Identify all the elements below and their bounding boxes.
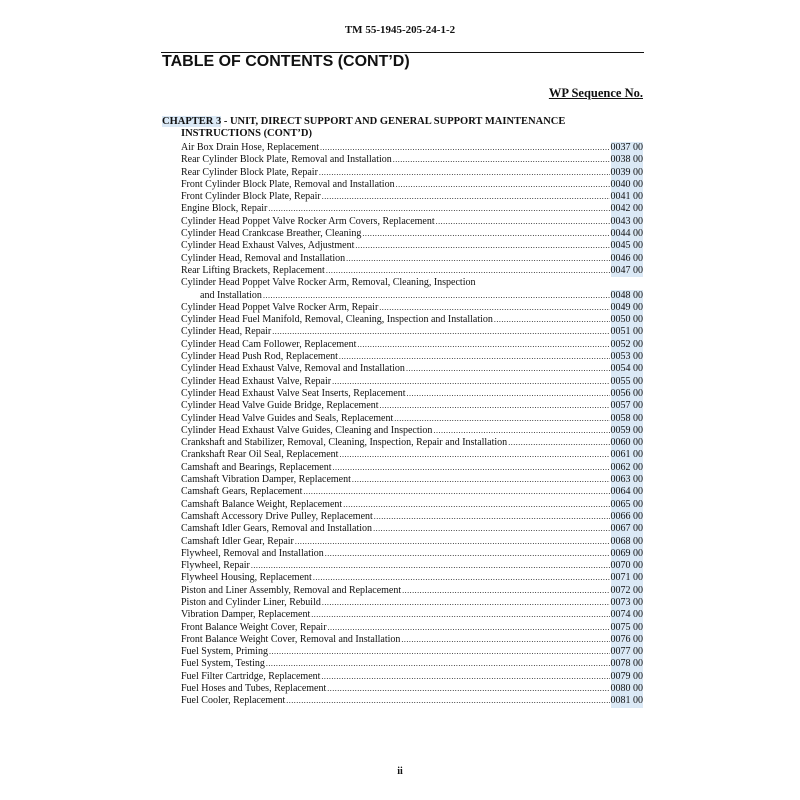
chapter-link[interactable]: CHAPTER 3 <box>162 116 222 127</box>
dot-leader <box>436 216 610 228</box>
wp-sequence-link[interactable]: 0053 00 <box>610 351 643 363</box>
dot-leader <box>394 413 609 425</box>
wp-sequence-link[interactable]: 0054 00 <box>610 363 643 375</box>
toc-entry <box>181 179 643 191</box>
toc-entry <box>181 351 643 363</box>
dot-leader <box>327 683 609 695</box>
toc-entry <box>181 560 643 572</box>
toc-entry-title: Crankshaft and Stabilizer, Removal, Cleaning, Inspection, Repair and Installation <box>181 437 508 449</box>
toc-entry <box>181 339 643 351</box>
page-title: TABLE OF CONTENTS (CONT’D) <box>162 53 410 70</box>
toc-entry-title: Flywheel, Removal and Installation <box>181 547 324 559</box>
dot-leader <box>406 388 609 400</box>
toc-entry-title: Cylinder Head Poppet Valve Rocker Arm, Repair <box>181 301 379 313</box>
chapter-heading <box>162 116 632 140</box>
document-number: TM 55-1945-205-24-1-2 <box>344 24 456 36</box>
dot-leader <box>328 622 610 634</box>
wp-sequence-link[interactable]: 0077 00 <box>610 646 643 658</box>
wp-sequence-link[interactable]: 0041 00 <box>610 191 643 203</box>
wp-sequence-link[interactable]: 0072 00 <box>610 584 643 596</box>
toc-entry-title: Cylinder Head Cam Follower, Replacement <box>181 338 357 350</box>
wp-sequence-link[interactable]: 0071 00 <box>610 572 643 584</box>
wp-sequence-link[interactable]: 0062 00 <box>610 461 643 473</box>
toc-entry-line <box>181 277 643 289</box>
toc-entry <box>181 646 643 658</box>
wp-sequence-link[interactable]: 0045 00 <box>610 240 643 252</box>
toc-entry <box>181 216 643 228</box>
toc-entry <box>181 536 643 548</box>
toc-entry-title: Rear Lifting Brackets, Replacement <box>181 264 325 276</box>
dot-leader <box>433 425 609 437</box>
wp-sequence-link[interactable]: 0063 00 <box>610 474 643 486</box>
chapter-title-line2: INSTRUCTIONS (CONT’D) <box>181 128 312 139</box>
wp-sequence-link[interactable]: 0065 00 <box>610 498 643 510</box>
toc-entry-title: Cylinder Head Fuel Manifold, Removal, Cleaning, Inspection and Installation <box>181 314 493 326</box>
toc-entry-title: Cylinder Head Exhaust Valve, Removal and Installation <box>181 363 405 375</box>
toc-entry-title: Engine Block, Repair <box>181 203 268 215</box>
toc-entry <box>181 449 643 461</box>
toc-entry <box>181 363 643 375</box>
toc-entry <box>181 486 643 498</box>
toc-entry <box>181 683 643 695</box>
toc-entry <box>181 376 643 388</box>
wp-sequence-link[interactable]: 0076 00 <box>610 633 643 645</box>
toc-entry-title: Cylinder Head, Repair <box>181 326 272 338</box>
toc-entry <box>181 572 643 584</box>
column-heading: WP Sequence No. <box>548 86 643 100</box>
toc-entry-title: Piston and Liner Assembly, Removal and Replacement <box>181 584 402 596</box>
dot-leader <box>333 462 610 474</box>
dot-leader <box>393 154 610 166</box>
dot-leader <box>268 203 609 215</box>
toc-entry-title: Camshaft and Bearings, Replacement <box>181 461 332 473</box>
toc-entry-title: Cylinder Head Exhaust Valve, Repair <box>181 375 332 387</box>
toc-entry <box>181 326 643 338</box>
toc-entry-title: Front Balance Weight Cover, Removal and Installation <box>181 633 401 645</box>
wp-sequence-link[interactable]: 0050 00 <box>610 314 643 326</box>
dot-leader <box>251 560 610 572</box>
dot-leader <box>339 449 609 461</box>
wp-sequence-link[interactable]: 0049 00 <box>610 301 643 313</box>
dot-leader <box>355 240 609 252</box>
dot-leader <box>319 167 610 179</box>
toc-entry <box>181 585 643 597</box>
toc-entry-title: Cylinder Head Push Rod, Replacement <box>181 351 338 363</box>
dot-leader <box>320 142 609 154</box>
toc-entry <box>181 597 643 609</box>
dot-leader <box>322 191 610 203</box>
toc-entry-title: Flywheel Housing, Replacement <box>181 572 312 584</box>
toc-entry-title: Camshaft Accessory Drive Pulley, Replacement <box>181 510 373 522</box>
wp-sequence-link[interactable]: 0068 00 <box>610 535 643 547</box>
toc-entry <box>181 314 643 326</box>
wp-sequence-link[interactable]: 0046 00 <box>610 252 643 264</box>
wp-sequence-link[interactable]: 0051 00 <box>610 326 643 338</box>
toc-entry-title: Rear Cylinder Block Plate, Removal and Installation <box>181 154 392 166</box>
wp-sequence-link[interactable]: 0060 00 <box>610 437 643 449</box>
dot-leader <box>325 548 610 560</box>
toc-entry-title: Cylinder Head Poppet Valve Rocker Arm, Removal, Cleaning, Inspection <box>181 277 476 289</box>
toc-entry <box>181 142 643 154</box>
toc-entry-title: Camshaft Idler Gears, Removal and Installation <box>181 523 373 535</box>
toc-entry <box>181 462 643 474</box>
toc-entry-title: Camshaft Idler Gear, Repair <box>181 535 294 547</box>
wp-sequence-link[interactable]: 0074 00 <box>610 609 643 621</box>
wp-sequence-link[interactable]: 0078 00 <box>610 658 643 670</box>
dot-leader <box>373 523 609 535</box>
toc-entry <box>181 523 643 535</box>
toc-entry-title: Cylinder Head Exhaust Valves, Adjustment <box>181 240 355 252</box>
dot-leader <box>266 658 610 670</box>
dot-leader <box>313 572 610 584</box>
dot-leader <box>332 376 609 388</box>
toc-entry-title: Flywheel, Repair <box>181 560 250 572</box>
toc-entry-title: Cylinder Head Exhaust Valve Guides, Cleaning and Inspection <box>181 424 433 436</box>
toc-entry-title: and Installation <box>200 289 262 301</box>
toc-entry <box>181 290 643 302</box>
toc-entry <box>181 634 643 646</box>
dot-leader <box>303 486 609 498</box>
toc-entry <box>181 413 643 425</box>
toc-entry-title: Fuel Filter Cartridge, Replacement <box>181 670 321 682</box>
toc-entry-title: Front Cylinder Block Plate, Removal and Installation <box>181 178 395 190</box>
dot-leader <box>339 351 610 363</box>
wp-sequence-link[interactable]: 0061 00 <box>610 449 643 461</box>
toc-entry-title: Cylinder Head Crankcase Breather, Cleaning <box>181 228 362 240</box>
toc-entry-title: Cylinder Head Valve Guides and Seals, Replacement <box>181 412 394 424</box>
wp-sequence-link[interactable]: 0066 00 <box>610 510 643 522</box>
toc-list <box>181 142 643 708</box>
toc-entry <box>181 695 643 707</box>
toc-entry <box>181 302 643 314</box>
wp-sequence-link[interactable]: 0073 00 <box>610 596 643 608</box>
wp-sequence-link[interactable]: 0044 00 <box>610 228 643 240</box>
wp-sequence-link[interactable]: 0043 00 <box>610 215 643 227</box>
toc-entry-title: Fuel Hoses and Tubes, Replacement <box>181 683 327 695</box>
toc-entry-title: Vibration Damper, Replacement <box>181 609 311 621</box>
wp-sequence-link[interactable]: 0056 00 <box>610 387 643 399</box>
dot-leader <box>402 585 609 597</box>
toc-entry <box>181 474 643 486</box>
toc-entry-title: Fuel System, Priming <box>181 646 268 658</box>
wp-sequence-link[interactable]: 0081 00 <box>610 695 643 707</box>
toc-entry-title: Air Box Drain Hose, Replacement <box>181 142 320 153</box>
toc-entry <box>181 400 643 412</box>
wp-sequence-link[interactable]: 0039 00 <box>610 166 643 178</box>
toc-entry <box>181 167 643 179</box>
dot-leader <box>295 536 610 548</box>
toc-entry-title: Front Balance Weight Cover, Repair <box>181 621 327 633</box>
toc-entry <box>181 191 643 203</box>
dot-leader <box>322 597 610 609</box>
wp-sequence-link[interactable]: 0070 00 <box>610 560 643 572</box>
chapter-title-line1: - UNIT, DIRECT SUPPORT AND GENERAL SUPPORT MAINTENANCE <box>221 116 566 127</box>
toc-entry <box>181 437 643 449</box>
toc-entry-title: Camshaft Gears, Replacement <box>181 486 303 498</box>
toc-entry <box>181 499 643 511</box>
wp-sequence-link[interactable]: 0047 00 <box>610 264 643 276</box>
dot-leader <box>406 363 610 375</box>
page-number: ii <box>397 766 403 777</box>
toc-entry-title: Front Cylinder Block Plate, Repair <box>181 191 321 203</box>
wp-sequence-link[interactable]: 0037 00 <box>610 142 643 153</box>
dot-leader <box>380 400 610 412</box>
wp-sequence-link[interactable]: 0040 00 <box>610 178 643 190</box>
dot-leader <box>374 511 610 523</box>
toc-entry <box>181 658 643 670</box>
toc-entry <box>181 253 643 265</box>
wp-sequence-link[interactable]: 0080 00 <box>610 683 643 695</box>
toc-entry <box>181 228 643 240</box>
toc-entry <box>181 388 643 400</box>
wp-sequence-link[interactable]: 0042 00 <box>610 203 643 215</box>
wp-sequence-link[interactable]: 0057 00 <box>610 400 643 412</box>
wp-sequence-link[interactable]: 0058 00 <box>610 412 643 424</box>
toc-entry-title: Fuel System, Testing <box>181 658 265 670</box>
dot-leader <box>311 609 609 621</box>
wp-sequence-link[interactable]: 0038 00 <box>610 154 643 166</box>
toc-entry-title: Camshaft Balance Weight, Replacement <box>181 498 343 510</box>
toc-entry <box>181 671 643 683</box>
toc-entry <box>181 622 643 634</box>
dot-leader <box>379 302 609 314</box>
wp-sequence-link[interactable]: 0055 00 <box>610 375 643 387</box>
dot-leader <box>346 253 609 265</box>
dot-leader <box>263 290 610 302</box>
toc-entry-title: Fuel Cooler, Replacement <box>181 695 286 707</box>
dot-leader <box>272 326 609 338</box>
wp-sequence-link[interactable]: 0048 00 <box>610 289 643 301</box>
toc-entry <box>181 511 643 523</box>
toc-entry <box>181 154 643 166</box>
toc-entry <box>181 203 643 215</box>
dot-leader <box>508 437 609 449</box>
toc-entry-title: Crankshaft Rear Oil Seal, Replacement <box>181 449 339 461</box>
toc-entry <box>181 548 643 560</box>
dot-leader <box>396 179 610 191</box>
wp-sequence-link[interactable]: 0052 00 <box>610 338 643 350</box>
wp-sequence-link[interactable]: 0067 00 <box>610 523 643 535</box>
toc-entry-title: Cylinder Head Poppet Valve Rocker Arm Covers, Replacement <box>181 215 435 227</box>
wp-sequence-link[interactable]: 0079 00 <box>610 670 643 682</box>
wp-sequence-link[interactable]: 0069 00 <box>610 547 643 559</box>
dot-leader <box>401 634 609 646</box>
toc-entry-title: Cylinder Head Exhaust Valve Seat Inserts, Replacement <box>181 387 406 399</box>
dot-leader <box>357 339 609 351</box>
toc-entry <box>181 265 643 277</box>
wp-sequence-link[interactable]: 0075 00 <box>610 621 643 633</box>
dot-leader <box>352 474 610 486</box>
dot-leader <box>494 314 610 326</box>
dot-leader <box>286 695 609 707</box>
toc-entry-title: Camshaft Vibration Damper, Replacement <box>181 474 351 486</box>
dot-leader <box>326 265 610 277</box>
wp-sequence-link[interactable]: 0059 00 <box>610 424 643 436</box>
toc-entry-title: Cylinder Head, Removal and Installation <box>181 252 346 264</box>
toc-entry-title: Piston and Cylinder Liner, Rebuild <box>181 596 321 608</box>
wp-sequence-link[interactable]: 0064 00 <box>610 486 643 498</box>
toc-entry-title: Rear Cylinder Block Plate, Repair <box>181 166 318 178</box>
toc-entry <box>181 425 643 437</box>
dot-leader <box>269 646 610 658</box>
toc-entry <box>181 240 643 252</box>
toc-entry <box>181 609 643 621</box>
dot-leader <box>321 671 609 683</box>
toc-entry-title: Cylinder Head Valve Guide Bridge, Replacement <box>181 400 379 412</box>
dot-leader <box>343 499 609 511</box>
dot-leader <box>362 228 609 240</box>
